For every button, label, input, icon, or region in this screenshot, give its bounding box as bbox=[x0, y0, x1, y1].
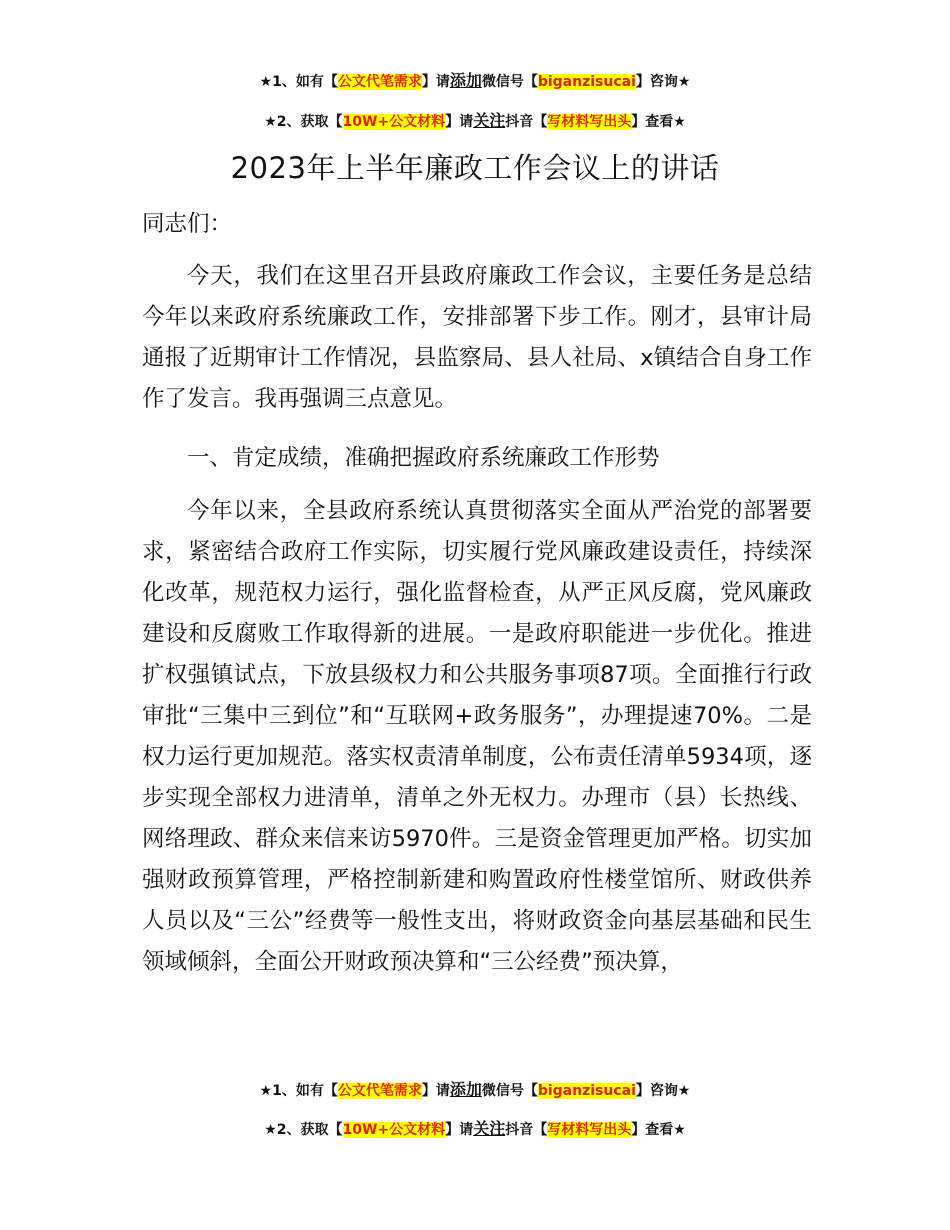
paragraph-intro: 今天，我们在这里召开县政府廉政工作会议，主要任务是总结今年以来政府系统廉政工作，安排部署下步工作。刚才，县审计局通报了近期审计工作情况，县监察局、县人社局、x镇结合自身工作作了发言。我再强调三点意见。 bbox=[142, 263, 812, 412]
highlight-service: 公文代笔需求 bbox=[337, 1083, 422, 1099]
highlight-service: 公文代笔需求 bbox=[337, 74, 422, 90]
salutation: 同志们： bbox=[142, 211, 233, 237]
highlight-douyin-id: 写材料写出头 bbox=[547, 114, 632, 130]
banner-top-line-1: ★1、如有【公文代笔需求】请添加微信号【biganzisucai】咨询★ bbox=[259, 71, 691, 90]
highlight-materials: 10W+公文材料 bbox=[342, 114, 446, 130]
document-title: 2023年上半年廉政工作会议上的讲话 bbox=[230, 151, 720, 185]
highlight-douyin-id: 写材料写出头 bbox=[547, 1122, 632, 1138]
banner-top-line-2: ★2、获取【10W+公文材料】请关注抖音【写材料写出头】查看★ bbox=[264, 111, 686, 130]
banner-bottom-line-1: ★1、如有【公文代笔需求】请添加微信号【biganzisucai】咨询★ bbox=[259, 1080, 691, 1099]
highlight-wechat-id: biganzisucai bbox=[537, 1083, 636, 1099]
banner-bottom-line-2: ★2、获取【10W+公文材料】请关注抖音【写材料写出头】查看★ bbox=[264, 1119, 686, 1138]
section-heading-1: 一、肯定成绩，准确把握政府系统廉政工作形势 bbox=[187, 445, 660, 471]
paragraph-achievements: 今年以来，全县政府系统认真贯彻落实全面从严治党的部署要求，紧密结合政府工作实际，切实履行党风廉政建设责任，持续深化改革，规范权力运行，强化监督检查，从严正风反腐，党风廉政建设和反腐败工作取得新的进展。一是政府职能进一步优化。推进扩权强镇试点，下放县级权力和公共服务事项87项。全面推行行政审批“三集中三到位”和“互联网+政务服务”，办理提速70%。二是权力运行更加规范。落实权责清单制度，公布责任清单5934项，逐步实现全部权力进清单，清单之外无权力。办理市（县）长热线、网络理政、群众来信来访5970件。三是资金管理更加严格。切实加强财政预算管理，严格控制新建和购置政府性楼堂馆所、财政供养人员以及“三公”经费等一般性支出，将财政资金向基层基础和民生领域倾斜，全面公开财政预决算和“三公经费”预决算， bbox=[142, 498, 812, 975]
highlight-wechat-id: biganzisucai bbox=[537, 74, 636, 90]
highlight-materials: 10W+公文材料 bbox=[342, 1122, 446, 1138]
